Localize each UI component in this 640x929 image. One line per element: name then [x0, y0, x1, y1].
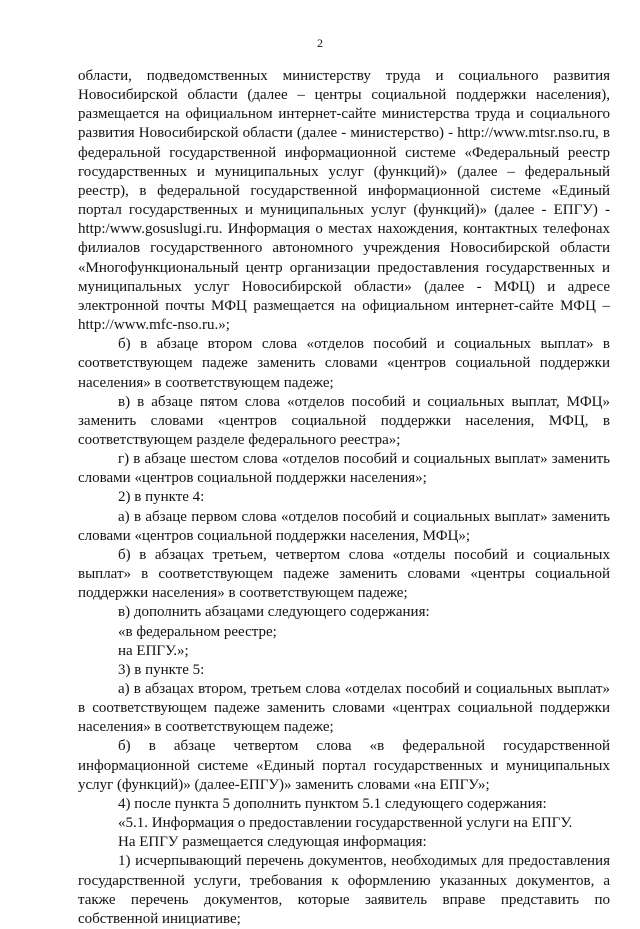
paragraph: а) в абзацах втором, третьем слова «отделах пособий и социальных выплат» в соответствующем падеже заменить словами «центрах социальной поддержки населения» в соответствующем падеже; [78, 681, 610, 736]
paragraph-continuation: области, подведомственных министерству труда и социального развития Новосибирской области (далее – центры социальной поддержки населения), размещается на официальном интернет-сайте министерства труда и социального развития Новосибирской области (далее - министерство) - http://www.mtsr.nso.ru, в федеральной государственной информационной системе «Федеральный реестр государственных и муниципальных услуг (функций)» (далее – федеральный реестр), в федеральной государственной информационной системе «Единый портал государственных и муниципальных услуг (функций)» (далее - ЕПГУ) - http:/www.gosuslugi.ru. Информация о местах нахождения, контактных телефонах филиалов государственного автономного учреждения Новосибирской области «Многофункциональный центр организации предоставления государственных и муниципальных услуг Новосибирской области» (далее - МФЦ) и адресе электронной почты МФЦ размещается на официальном интернет-сайте МФЦ – http://www.mfc-nso.ru.»; [78, 68, 610, 334]
document-body [78, 67, 610, 929]
paragraph: На ЕПГУ размещается следующая информация: [118, 834, 427, 851]
page-number: 2 [317, 36, 323, 50]
paragraph: а) в абзаце первом слова «отделов пособий и социальных выплат» заменить словами «центров социальной поддержки населения, МФЦ»; [78, 508, 610, 544]
paragraph: 1) исчерпывающий перечень документов, необходимых для предоставления государственной услуги, требования к оформлению указанных документов, а также перечень документов, которые заявитель вправе представить по собственной инициативе; [78, 853, 610, 927]
paragraph: на ЕПГУ.»; [118, 642, 189, 659]
paragraph: 3) в пункте 5: [118, 661, 205, 678]
paragraph: «5.1. Информация о предоставлении государственной услуги на ЕПГУ. [118, 815, 573, 832]
paragraph: г) в абзаце шестом слова «отделов пособий и социальных выплат» заменить словами «центров социальной поддержки населения»; [78, 451, 610, 487]
paragraph: б) в абзаце четвертом слова «в федеральной государственной информационной системе «Единый портал государственных и муниципальных услуг (функций)» (далее-ЕПГУ)» заменить словами «на ЕПГУ»; [78, 738, 610, 793]
paragraph: 2) в пункте 4: [118, 489, 205, 506]
paragraph: б) в абзацах третьем, четвертом слова «отделы пособий и социальных выплат» в соответствующем падеже заменить словами «центры социальной поддержки населения» в соответствующем падеже; [78, 546, 610, 602]
paragraph: «в федеральном реестре; [118, 623, 277, 640]
paragraph: в) дополнить абзацами следующего содержания: [118, 604, 430, 621]
paragraph: 4) после пункта 5 дополнить пунктом 5.1 следующего содержания: [118, 795, 547, 812]
paragraph: б) в абзаце втором слова «отделов пособий и социальных выплат» в соответствующем падеже заменить словами «центров социальной поддержки населения» в соответствующем падеже; [78, 336, 610, 391]
paragraph: в) в абзаце пятом слова «отделов пособий и социальных выплат, МФЦ» заменить словами «центров социальной поддержки населения, МФЦ, в соответствующем разделе федерального реестра»; [78, 393, 610, 448]
